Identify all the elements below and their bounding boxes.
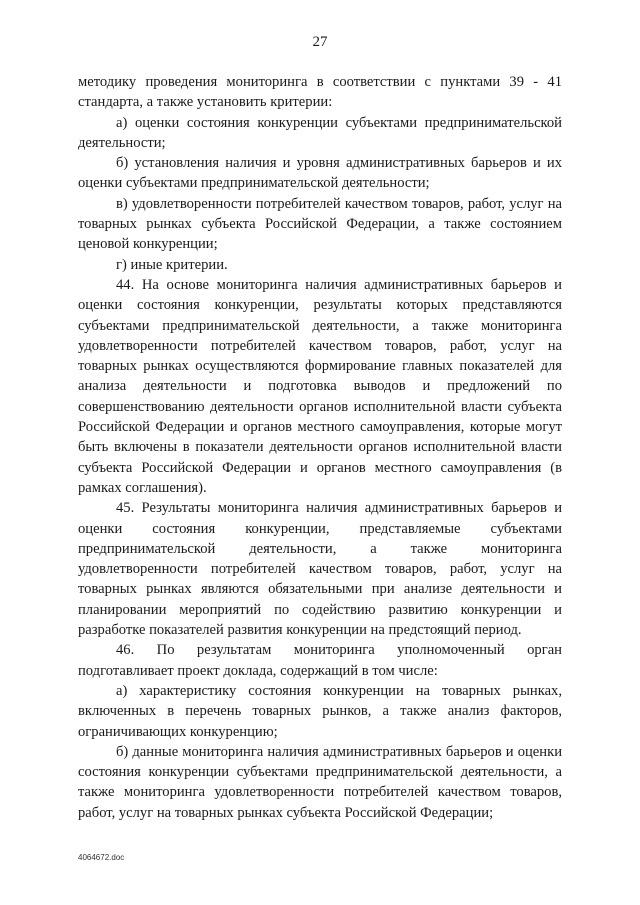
file-name-footer: 4064672.doc <box>78 853 125 862</box>
document-body <box>78 72 562 823</box>
clause-44: 44. На основе мониторинга наличия административных барьеров и оценки состояния конкуренции, результаты которых представляются субъектами предпринимательской деятельности, а также мониторинга удовлетворенности потребителей качеством товаров, работ, услуг на товарных рынках осуществляются формирование главных показателей для анализа деятельности и подготовка выводов и предложений по совершенствованию деятельности органов исполнительной власти субъекта Российской Федерации и органов местного самоуправления, которые могут быть включены в показатели деятельности органов исполнительной власти субъекта Российской Федерации и органов местного самоуправления (в рамках соглашения). <box>78 276 562 496</box>
clause-45: 45. Результаты мониторинга наличия административных барьеров и оценки состояния конкуренции, представляемые субъектами предпринимательской деятельности, а также мониторинга удовлетворенности потребителей качеством товаров, работ, услуг на товарных рынках являются обязательными при анализе деятельности и планировании мероприятий по содействию развитию конкуренции и разработке показателей развития конкуренции на предстоящий период. <box>78 500 562 639</box>
page-number: 27 <box>312 34 328 50</box>
clause-46-item-a: а) характеристику состояния конкуренции на товарных рынках, включенных в перечень товарных рынков, а также анализ факторов, ограничивающих конкуренцию; <box>78 682 562 740</box>
clause-46-item-b: б) данные мониторинга наличия административных барьеров и оценки состояния конкуренции субъектами предпринимательской деятельности, а также мониторинга удовлетворенности потребителей качеством товаров, работ, услуг на товарных рынках субъекта Российской Федерации; <box>78 743 562 821</box>
clause-46: 46. По результатам мониторинга уполномоченный орган подготавливает проект доклада, содержащий в том числе: <box>78 642 562 679</box>
criterion-v: в) удовлетворенности потребителей качеством товаров, работ, услуг на товарных рынках субъекта Российской Федерации, а также состоянием ценовой конкуренции; <box>78 195 562 253</box>
criterion-b: б) установления наличия и уровня административных барьеров и их оценки субъектами предпринимательской деятельности; <box>78 155 562 192</box>
paragraph-continuation: методику проведения мониторинга в соответствии с пунктами 39 - 41 стандарта, а также установить критерии: <box>78 74 562 111</box>
criterion-a: а) оценки состояния конкуренции субъектами предпринимательской деятельности; <box>78 114 562 151</box>
criterion-g: г) иные критерии. <box>116 256 228 273</box>
